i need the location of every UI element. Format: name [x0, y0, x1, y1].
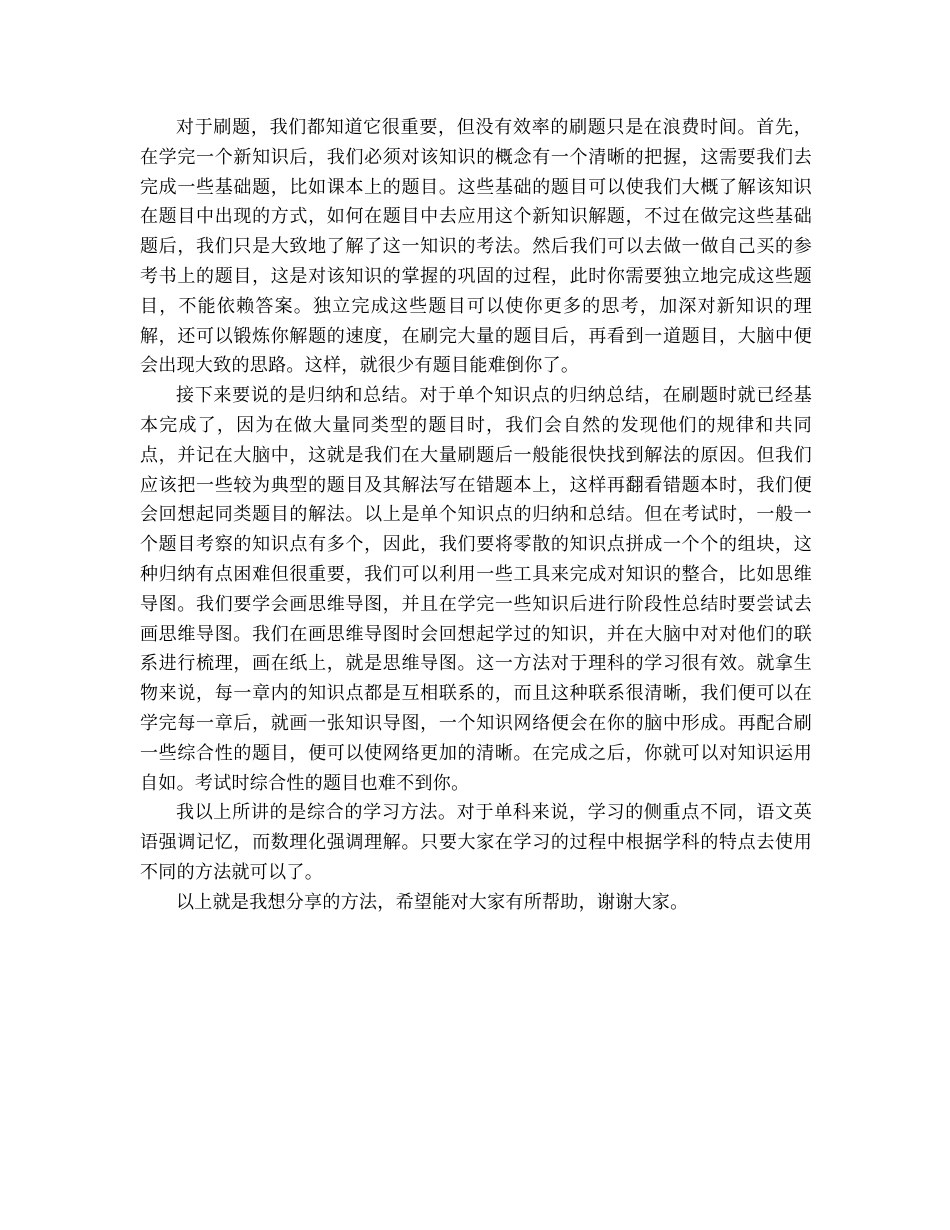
document-body [140, 113, 812, 918]
paragraph-subject-methods: 我以上所讲的是综合的学习方法。对于单科来说，学习的侧重点不同，语文英语强调记忆，而数理化强调理解。只要大家在学习的过程中根据学科的特点去使用不同的方法就可以了。 [140, 802, 812, 883]
paragraph-closing: 以上就是我想分享的方法，希望能对大家有所帮助，谢谢大家。 [176, 891, 689, 913]
paragraph-induction-summary: 接下来要说的是归纳和总结。对于单个知识点的归纳总结，在刷题时就已经基本完成了，因为在做大量同类型的题目时，我们会自然的发现他们的规律和共同点，并记在大脑中，这就是我们在大量刷题后一般能很快找到解法的原因。但我们应该把一些较为典型的题目及其解法写在错题本上，这样再翻看错题本时，我们便会回想起同类题目的解法。以上是单个知识点的归纳和总结。但在考试时，一般一个题目考察的知识点有多个，因此，我们要将零散的知识点拼成一个个的组块，这种归纳有点困难但很重要，我们可以利用一些工具来完成对知识的整合，比如思维导图。我们要学会画思维导图，并且在学完一些知识后进行阶段性总结时要尝试去画思维导图。我们在画思维导图时会回想起学过的知识，并在大脑中对对他们的联系进行梳理，画在纸上，就是思维导图。这一方法对于理科的学习很有效。就拿生物来说，每一章内的知识点都是互相联系的，而且这种联系很清晰，我们便可以在学完每一章后，就画一张知识导图，一个知识网络便会在你的脑中形成。再配合刷一些综合性的题目，便可以使网络更加的清晰。在完成之后，你就可以对知识运用自如。考试时综合性的题目也难不到你。 [140, 385, 812, 794]
paragraph-brushing-questions: 对于刷题，我们都知道它很重要，但没有效率的刷题只是在浪费时间。首先，在学完一个新知识后，我们必须对该知识的概念有一个清晰的把握，这需要我们去完成一些基础题，比如课本上的题目。这些基础的题目可以使我们大概了解该知识在题目中出现的方式，如何在题目中去应用这个新知识解题，不过在做完这些基础题后，我们只是大致地了解了这一知识的考法。然后我们可以去做一做自己买的参考书上的题目，这是对该知识的掌握的巩固的过程，此时你需要独立地完成这些题目，不能依赖答案。独立完成这些题目可以使你更多的思考，加深对新知识的理解，还可以锻炼你解题的速度，在刷完大量的题目后，再看到一道题目，大脑中便会出现大致的思路。这样，就很少有题目能难倒你了。 [140, 117, 812, 377]
